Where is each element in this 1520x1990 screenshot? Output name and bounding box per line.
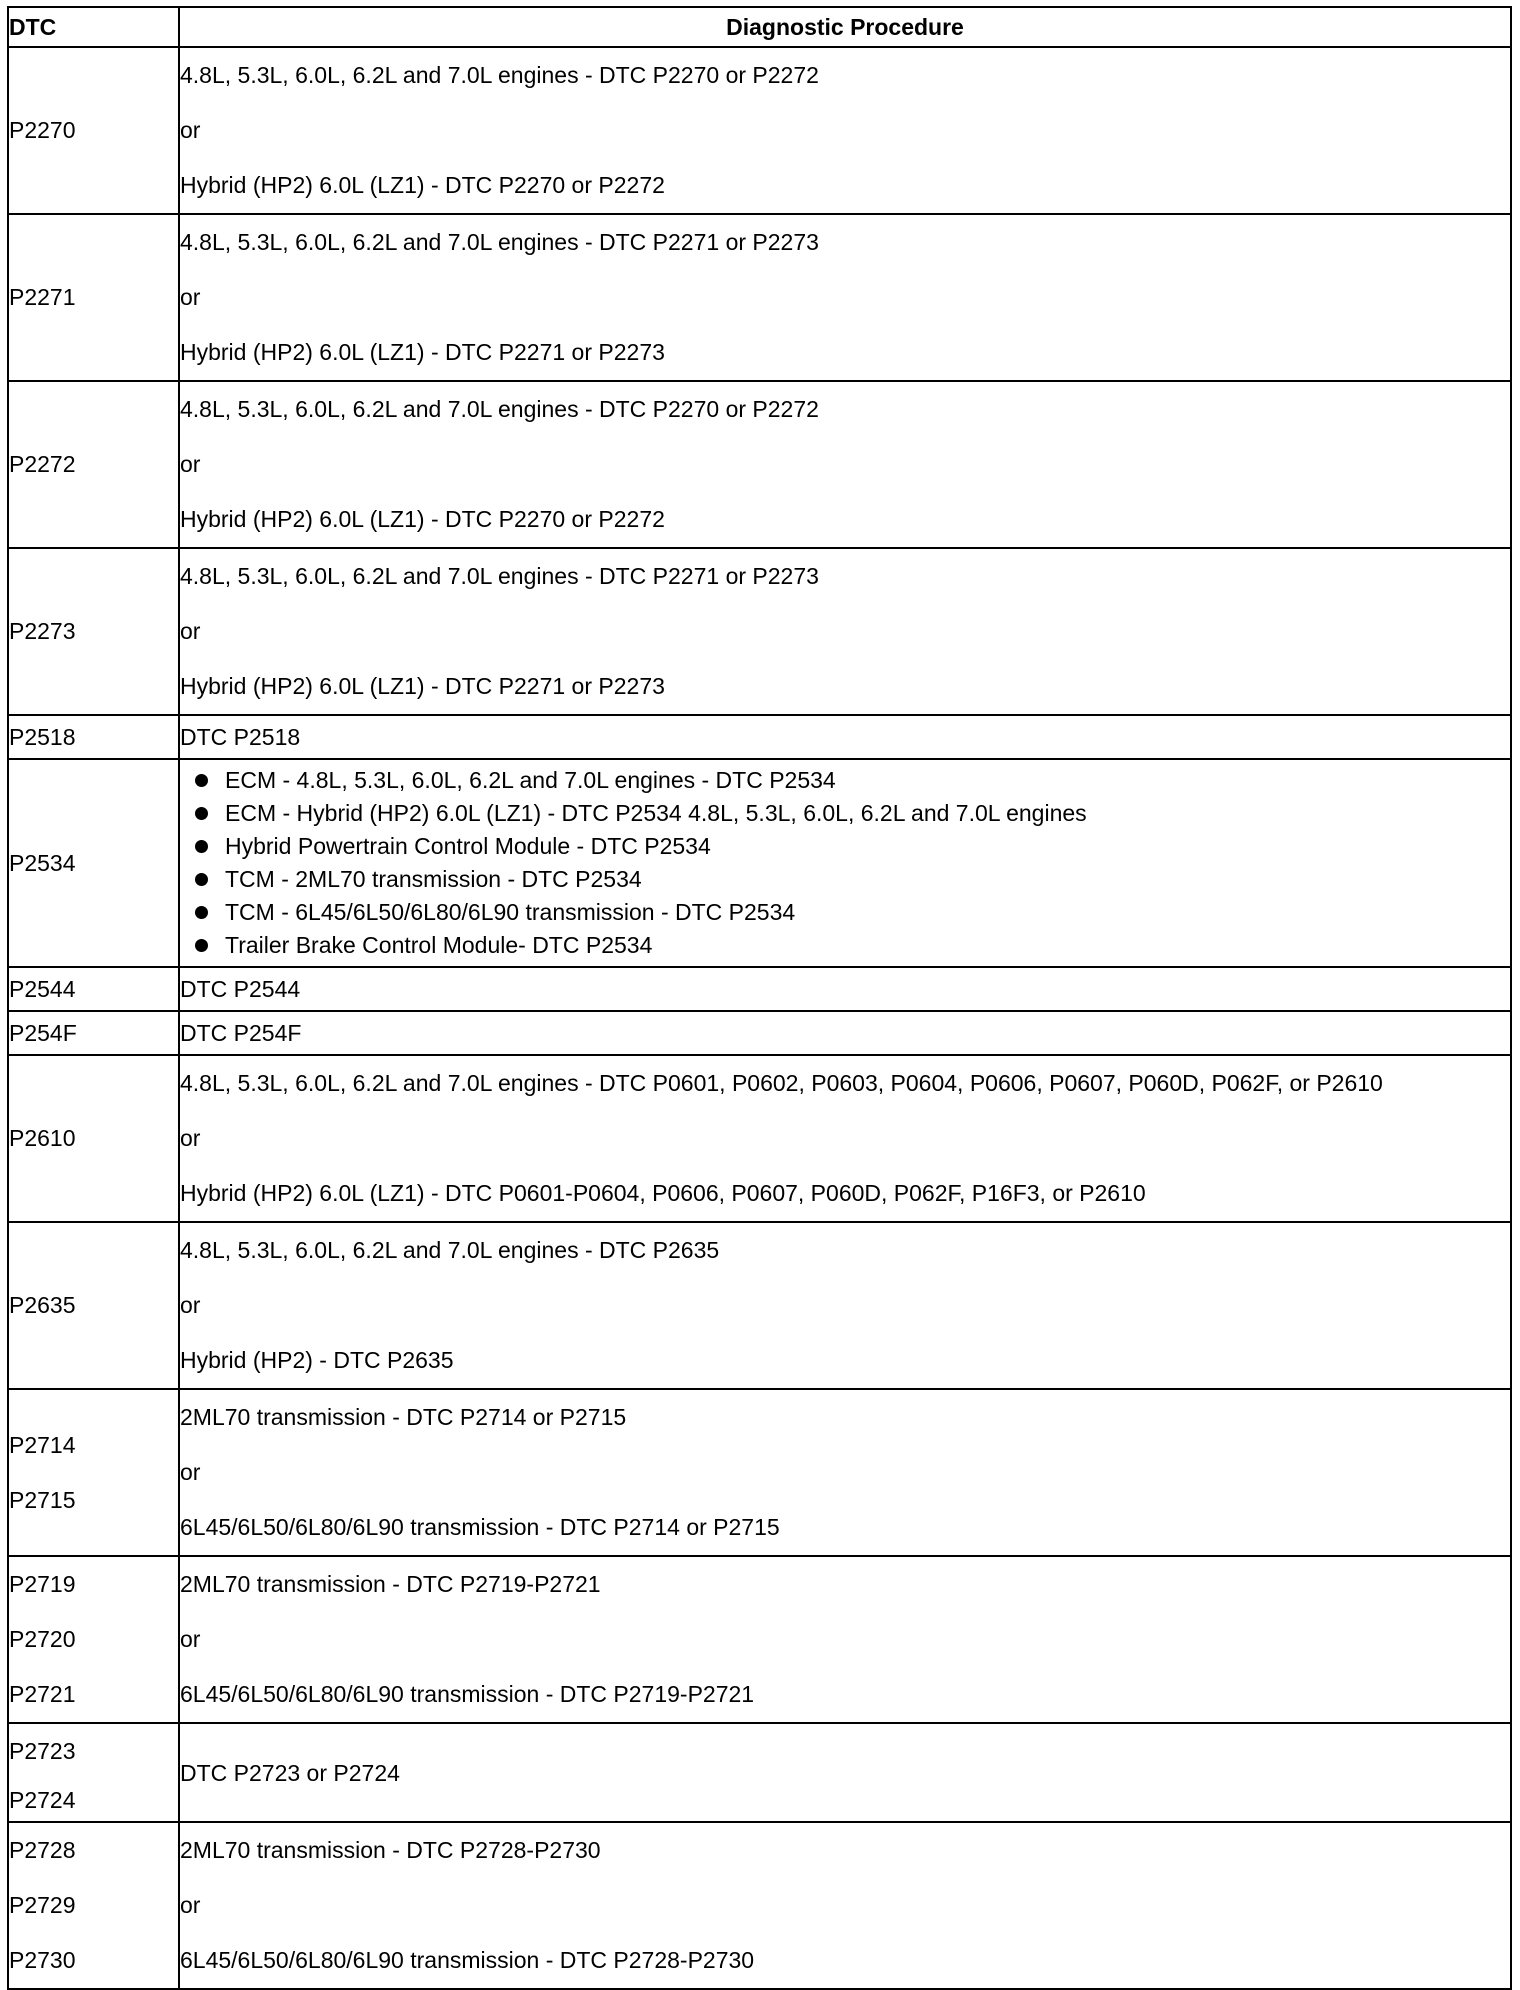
procedure-line: 4.8L, 5.3L, 6.0L, 6.2L and 7.0L engines - DTC P2270 or P2272	[180, 62, 819, 88]
dtc-cell	[8, 548, 179, 715]
bullet-text: Hybrid Powertrain Control Module - DTC P2534	[225, 833, 711, 859]
procedure-bullet	[180, 764, 1510, 797]
procedure-line: 6L45/6L50/6L80/6L90 transmission - DTC P2714 or P2715	[180, 1514, 780, 1540]
procedure-bullet	[180, 929, 1510, 962]
dtc-table	[7, 6, 1512, 1990]
procedure-cell	[179, 759, 1511, 967]
dtc-cell	[8, 1723, 179, 1822]
procedure-line: 6L45/6L50/6L80/6L90 transmission - DTC P2719-P2721	[180, 1681, 755, 1707]
dtc-code: P2271	[9, 284, 76, 310]
procedure-cell	[179, 214, 1511, 381]
procedure-or: or	[180, 1459, 201, 1485]
table-row	[8, 214, 1511, 381]
bullet-dot-icon	[195, 939, 208, 952]
procedure-cell	[179, 381, 1511, 548]
table-row	[8, 1822, 1511, 1989]
dtc-code: P2518	[9, 723, 76, 750]
procedure-cell	[179, 1222, 1511, 1389]
dtc-code: P2720	[9, 1626, 76, 1652]
bullet-text: TCM - 2ML70 transmission - DTC P2534	[225, 866, 642, 892]
dtc-code: P2721	[9, 1681, 76, 1707]
dtc-cell	[8, 1389, 179, 1556]
procedure-line: DTC P2544	[180, 976, 301, 1002]
procedure-line: 4.8L, 5.3L, 6.0L, 6.2L and 7.0L engines - DTC P2270 or P2272	[180, 396, 819, 422]
table-row	[8, 1723, 1511, 1822]
dtc-column-header: DTC	[8, 7, 179, 47]
procedure-line: 2ML70 transmission - DTC P2719-P2721	[180, 1571, 601, 1597]
procedure-line: 2ML70 transmission - DTC P2728-P2730	[180, 1837, 601, 1863]
procedure-cell	[179, 1723, 1511, 1822]
bullet-dot-icon	[195, 840, 208, 853]
bullet-dot-icon	[195, 873, 208, 886]
procedure-bullet	[180, 896, 1510, 929]
table-header-row	[8, 7, 1511, 47]
dtc-cell	[8, 715, 179, 759]
table-row	[8, 548, 1511, 715]
bullet-text: Trailer Brake Control Module- DTC P2534	[225, 932, 653, 958]
procedure-or: or	[180, 618, 201, 644]
bullet-dot-icon	[195, 774, 208, 787]
bullet-text: ECM - 4.8L, 5.3L, 6.0L, 6.2L and 7.0L engines - DTC P2534	[225, 767, 836, 793]
table-row	[8, 967, 1511, 1011]
bullet-text: TCM - 6L45/6L50/6L80/6L90 transmission - DTC P2534	[225, 899, 796, 925]
procedure-bullet	[180, 863, 1510, 896]
dtc-cell	[8, 1222, 179, 1389]
bullet-text: ECM - Hybrid (HP2) 6.0L (LZ1) - DTC P2534 4.8L, 5.3L, 6.0L, 6.2L and 7.0L engines	[225, 800, 1087, 826]
dtc-code: P2270	[9, 117, 76, 143]
dtc-code: P2730	[9, 1947, 76, 1973]
procedure-line: Hybrid (HP2) 6.0L (LZ1) - DTC P2270 or P2272	[180, 506, 665, 532]
procedure-line: 4.8L, 5.3L, 6.0L, 6.2L and 7.0L engines - DTC P2271 or P2273	[180, 229, 819, 255]
procedure-line: Hybrid (HP2) 6.0L (LZ1) - DTC P0601-P0604, P0606, P0607, P060D, P062F, P16F3, or P2610	[180, 1180, 1146, 1206]
table-row	[8, 1055, 1511, 1222]
procedure-line: 6L45/6L50/6L80/6L90 transmission - DTC P2728-P2730	[180, 1947, 755, 1973]
procedure-cell	[179, 715, 1511, 759]
dtc-code: P2272	[9, 451, 76, 477]
dtc-cell	[8, 1822, 179, 1989]
dtc-cell	[8, 1556, 179, 1723]
procedure-cell	[179, 47, 1511, 214]
procedure-or: or	[180, 1626, 201, 1652]
procedure-bullet	[180, 797, 1510, 830]
procedure-bullet	[180, 830, 1510, 863]
dtc-cell	[8, 967, 179, 1011]
dtc-code: P2723	[9, 1738, 76, 1764]
table-row	[8, 1389, 1511, 1556]
procedure-line: Hybrid (HP2) 6.0L (LZ1) - DTC P2271 or P2273	[180, 673, 665, 699]
procedure-cell	[179, 1011, 1511, 1055]
dtc-code: P2724	[9, 1787, 76, 1813]
procedure-bullet-list	[180, 760, 1510, 966]
dtc-code: P2610	[9, 1125, 76, 1151]
dtc-cell	[8, 47, 179, 214]
bullet-dot-icon	[195, 807, 208, 820]
dtc-code: P2273	[9, 618, 76, 644]
procedure-cell	[179, 1556, 1511, 1723]
dtc-code: P2635	[9, 1292, 76, 1318]
dtc-code: P2714	[9, 1431, 76, 1458]
procedure-line: DTC P254F	[180, 1020, 302, 1046]
table-row	[8, 47, 1511, 214]
procedure-line: Hybrid (HP2) 6.0L (LZ1) - DTC P2271 or P2273	[180, 339, 665, 365]
procedure-line: 2ML70 transmission - DTC P2714 or P2715	[180, 1404, 627, 1430]
table-row	[8, 759, 1511, 967]
procedure-or: or	[180, 451, 201, 477]
table-row	[8, 381, 1511, 548]
dtc-code: P2534	[9, 849, 76, 876]
dtc-cell	[8, 1055, 179, 1222]
dtc-code: P2729	[9, 1892, 76, 1918]
procedure-cell	[179, 967, 1511, 1011]
procedure-cell	[179, 548, 1511, 715]
procedure-cell	[179, 1822, 1511, 1989]
table-row	[8, 715, 1511, 759]
table-row	[8, 1222, 1511, 1389]
dtc-code: P2728	[9, 1837, 76, 1863]
procedure-line: Hybrid (HP2) - DTC P2635	[180, 1347, 454, 1373]
procedure-or: or	[180, 1892, 201, 1918]
dtc-code: P2719	[9, 1571, 76, 1597]
table-row	[8, 1556, 1511, 1723]
procedure-line: DTC P2723 or P2724	[180, 1759, 400, 1786]
procedure-line: 4.8L, 5.3L, 6.0L, 6.2L and 7.0L engines - DTC P2271 or P2273	[180, 563, 819, 589]
table-row	[8, 1011, 1511, 1055]
dtc-cell	[8, 214, 179, 381]
procedure-line: 4.8L, 5.3L, 6.0L, 6.2L and 7.0L engines - DTC P0601, P0602, P0603, P0604, P0606, P0607, P060D, P062F, or P2610	[180, 1070, 1383, 1096]
dtc-cell	[8, 759, 179, 967]
procedure-line: 4.8L, 5.3L, 6.0L, 6.2L and 7.0L engines - DTC P2635	[180, 1237, 720, 1263]
procedure-cell	[179, 1389, 1511, 1556]
dtc-code: P254F	[9, 1019, 77, 1046]
procedure-or: or	[180, 117, 201, 143]
dtc-cell	[8, 1011, 179, 1055]
procedure-line: Hybrid (HP2) 6.0L (LZ1) - DTC P2270 or P2272	[180, 172, 665, 198]
dtc-code: P2715	[9, 1486, 76, 1513]
procedure-or: or	[180, 284, 201, 310]
dtc-code: P2544	[9, 975, 76, 1002]
procedure-line: DTC P2518	[180, 724, 301, 750]
procedure-column-header: Diagnostic Procedure	[179, 7, 1511, 47]
bullet-dot-icon	[195, 906, 208, 919]
dtc-cell	[8, 381, 179, 548]
procedure-or: or	[180, 1125, 201, 1151]
procedure-cell	[179, 1055, 1511, 1222]
procedure-or: or	[180, 1292, 201, 1318]
